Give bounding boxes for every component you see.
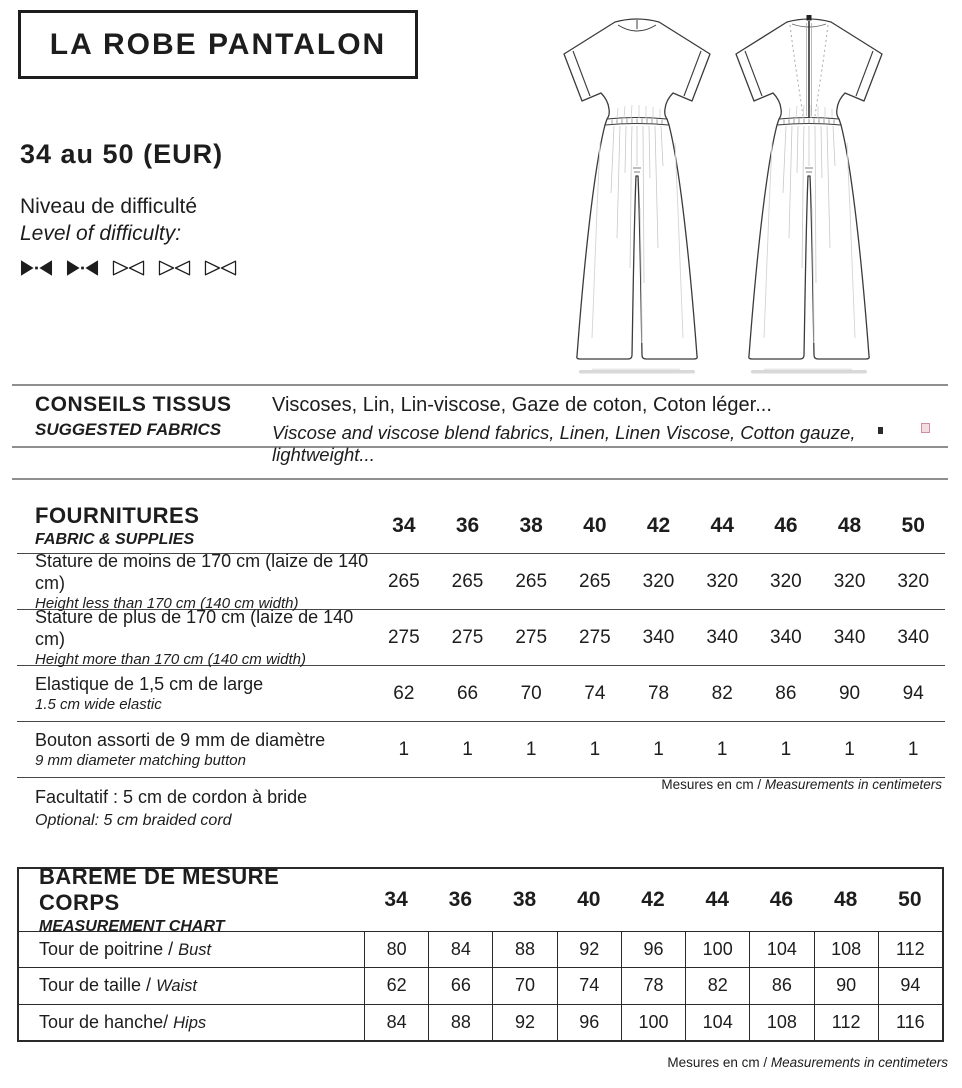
cell: 84 bbox=[364, 1005, 428, 1040]
supplies-heading-en: FABRIC & SUPPLIES bbox=[35, 530, 195, 548]
cell: 66 bbox=[428, 968, 492, 1003]
cell: 108 bbox=[814, 932, 878, 967]
cell: 1 bbox=[589, 738, 601, 760]
row-label-fr: Tour de poitrine / bbox=[39, 939, 179, 960]
cell: 74 bbox=[557, 968, 621, 1003]
cell: 86 bbox=[775, 682, 797, 704]
cell: 94 bbox=[902, 682, 924, 704]
size-column-header: 40 bbox=[577, 888, 601, 911]
cell: 275 bbox=[451, 626, 484, 648]
cell: 96 bbox=[621, 932, 685, 967]
cell: 94 bbox=[878, 968, 942, 1003]
cell: 62 bbox=[364, 968, 428, 1003]
row-label-en: 1.5 cm wide elastic bbox=[35, 696, 162, 713]
cell: 82 bbox=[685, 968, 749, 1003]
cell: 340 bbox=[897, 626, 930, 648]
garment-back-view bbox=[736, 15, 882, 374]
cell: 70 bbox=[520, 682, 542, 704]
cell: 265 bbox=[515, 570, 548, 592]
supplies-row-fabric-short bbox=[17, 551, 945, 612]
optional-note-fr: Facultatif : 5 cm de cordon à bride bbox=[35, 787, 308, 807]
cell: 78 bbox=[647, 682, 670, 704]
cell: 320 bbox=[770, 570, 802, 592]
supplies-row-elastic bbox=[17, 665, 945, 721]
row-label-en: Hips bbox=[173, 1013, 207, 1032]
cell: 100 bbox=[621, 1005, 685, 1040]
title-box bbox=[18, 10, 418, 79]
difficulty-rating bbox=[20, 258, 237, 278]
cell: 265 bbox=[579, 570, 611, 592]
garment-front-view bbox=[564, 19, 710, 374]
measurement-heading-fr: BAREME DE MESURE CORPS bbox=[39, 864, 280, 915]
supplies-table bbox=[17, 498, 945, 778]
cell: 1 bbox=[780, 738, 792, 760]
measurement-row-waist bbox=[19, 968, 942, 1004]
bowtie-filled-icon bbox=[20, 258, 53, 278]
row-label-fr: Elastique de 1,5 cm de large bbox=[35, 674, 264, 694]
size-column-header: 34 bbox=[392, 513, 416, 537]
bowtie-outline-icon bbox=[112, 258, 145, 278]
cell: 104 bbox=[749, 932, 813, 967]
row-label-fr: Bouton assorti de 9 mm de diamètre bbox=[35, 730, 326, 750]
size-column-header: 38 bbox=[519, 513, 543, 537]
size-column-header: 40 bbox=[583, 513, 607, 537]
units-note bbox=[400, 777, 942, 792]
measurement-header-row bbox=[19, 864, 942, 935]
units-note-en: Measurements in centimeters bbox=[770, 1055, 948, 1070]
size-column-header: 44 bbox=[710, 513, 734, 537]
cell: 66 bbox=[456, 682, 479, 704]
difficulty-label-en: Level of difficulty: bbox=[20, 222, 182, 245]
measurement-chart bbox=[17, 864, 944, 1042]
size-column-header: 46 bbox=[769, 888, 794, 911]
measurement-row-bust bbox=[19, 932, 942, 968]
cell: 1 bbox=[844, 738, 855, 760]
size-column-header: 48 bbox=[837, 513, 862, 537]
cell: 1 bbox=[716, 738, 728, 760]
fabrics-text-en: Viscose and viscose blend fabrics, Linen, Linen Viscose, Cotton gauze, lightweight... bbox=[272, 422, 856, 465]
size-range: 34 au 50 (EUR) bbox=[20, 139, 224, 169]
size-column-header: 36 bbox=[455, 513, 480, 537]
cell: 80 bbox=[364, 932, 428, 967]
cell: 275 bbox=[387, 626, 420, 648]
cell: 62 bbox=[393, 682, 415, 704]
cell: 340 bbox=[706, 626, 739, 648]
row-label-fr: Tour de taille / bbox=[39, 975, 157, 996]
fabrics-heading bbox=[35, 393, 232, 440]
cell: 265 bbox=[451, 570, 484, 592]
bowtie-outline-icon bbox=[158, 258, 191, 278]
bowtie-filled-icon bbox=[66, 258, 99, 278]
size-column-header: 50 bbox=[901, 513, 925, 537]
size-column-header: 48 bbox=[833, 888, 858, 911]
fabrics-heading-fr: CONSEILS TISSUS bbox=[35, 393, 232, 416]
size-column-header: 50 bbox=[898, 888, 922, 911]
cell: 1 bbox=[525, 738, 537, 760]
fabrics-text bbox=[272, 394, 962, 466]
size-column-header: 46 bbox=[774, 513, 798, 537]
size-column-header: 42 bbox=[641, 888, 665, 911]
cell: 88 bbox=[428, 1005, 492, 1040]
difficulty-label-fr: Niveau de difficulté bbox=[20, 195, 198, 218]
fabrics-heading-en: SUGGESTED FABRICS bbox=[35, 420, 222, 439]
row-label-en: Bust bbox=[178, 941, 212, 960]
size-column-header: 36 bbox=[448, 888, 472, 911]
cell: 275 bbox=[579, 626, 611, 648]
supplies-row-button bbox=[17, 721, 945, 777]
cell: 104 bbox=[685, 1005, 749, 1040]
cell: 92 bbox=[492, 1005, 556, 1040]
garment-illustration bbox=[540, 8, 960, 388]
supplies-header-row bbox=[17, 498, 945, 553]
cell: 88 bbox=[492, 932, 556, 967]
bowtie-outline-icon bbox=[204, 258, 237, 278]
cell: 78 bbox=[621, 968, 685, 1003]
supplies-row-fabric-tall bbox=[17, 607, 945, 668]
cell: 90 bbox=[814, 968, 878, 1003]
cell: 86 bbox=[749, 968, 813, 1003]
measurement-row-hips bbox=[19, 1005, 942, 1040]
size-column-header: 44 bbox=[705, 888, 729, 911]
units-note-en: Measurements in centimeters bbox=[764, 777, 942, 792]
row-label-fr: Tour de hanche/ bbox=[39, 1011, 174, 1032]
back-button-detail bbox=[807, 15, 812, 21]
page-title: LA ROBE PANTALON bbox=[49, 27, 387, 61]
cell: 265 bbox=[387, 570, 420, 592]
cell: 1 bbox=[398, 738, 410, 760]
measurement-heading-en: MEASUREMENT CHART bbox=[39, 918, 225, 935]
supplies-heading-fr: FOURNITURES bbox=[35, 502, 200, 528]
scan-artifact-pink bbox=[921, 423, 930, 433]
row-label-en: Height less than 170 cm (140 cm width) bbox=[35, 595, 299, 612]
cell: 70 bbox=[492, 968, 556, 1003]
size-column-header: 38 bbox=[512, 888, 537, 911]
cell: 112 bbox=[814, 1005, 878, 1040]
units-note-fr: Mesures en cm / bbox=[661, 777, 765, 792]
cell: 1 bbox=[462, 738, 473, 760]
optional-note-en: Optional: 5 cm braided cord bbox=[35, 812, 232, 829]
cell: 340 bbox=[833, 626, 866, 648]
fabrics-text-fr: Viscoses, Lin, Lin-viscose, Gaze de coton, Coton léger... bbox=[272, 394, 772, 416]
cell: 100 bbox=[685, 932, 749, 967]
cell: 320 bbox=[833, 570, 866, 592]
cell: 116 bbox=[878, 1005, 942, 1040]
cell: 90 bbox=[838, 682, 861, 704]
cell: 340 bbox=[642, 626, 675, 648]
cell: 82 bbox=[711, 682, 733, 704]
cell: 275 bbox=[515, 626, 548, 648]
cell: 112 bbox=[878, 932, 942, 967]
cell: 74 bbox=[584, 682, 606, 704]
row-label-fr: Stature de plus de 170 cm (laize de 140 cm) bbox=[35, 607, 354, 649]
units-note-fr: Mesures en cm / bbox=[667, 1055, 771, 1070]
difficulty-section bbox=[20, 193, 237, 278]
size-column-header: 42 bbox=[646, 513, 671, 537]
scan-artifact-dark bbox=[878, 427, 883, 434]
cell: 92 bbox=[557, 932, 621, 967]
row-label-en: Height more than 170 cm (140 cm width) bbox=[35, 651, 306, 668]
cell: 320 bbox=[642, 570, 675, 592]
row-label-en: 9 mm diameter matching button bbox=[35, 752, 246, 769]
cell: 108 bbox=[749, 1005, 813, 1040]
row-label-en: Waist bbox=[156, 977, 198, 996]
cell: 1 bbox=[907, 738, 919, 760]
cell: 84 bbox=[428, 932, 492, 967]
cell: 1 bbox=[653, 738, 664, 760]
optional-note bbox=[35, 787, 307, 830]
divider bbox=[12, 478, 948, 480]
size-column-header: 34 bbox=[384, 888, 408, 911]
cell: 320 bbox=[897, 570, 930, 592]
cell: 96 bbox=[557, 1005, 621, 1040]
divider bbox=[12, 384, 948, 386]
units-note bbox=[400, 1055, 948, 1070]
cell: 320 bbox=[706, 570, 739, 592]
row-label-fr: Stature de moins de 170 cm (laize de 140 cm) bbox=[35, 551, 369, 593]
cell: 340 bbox=[770, 626, 802, 648]
